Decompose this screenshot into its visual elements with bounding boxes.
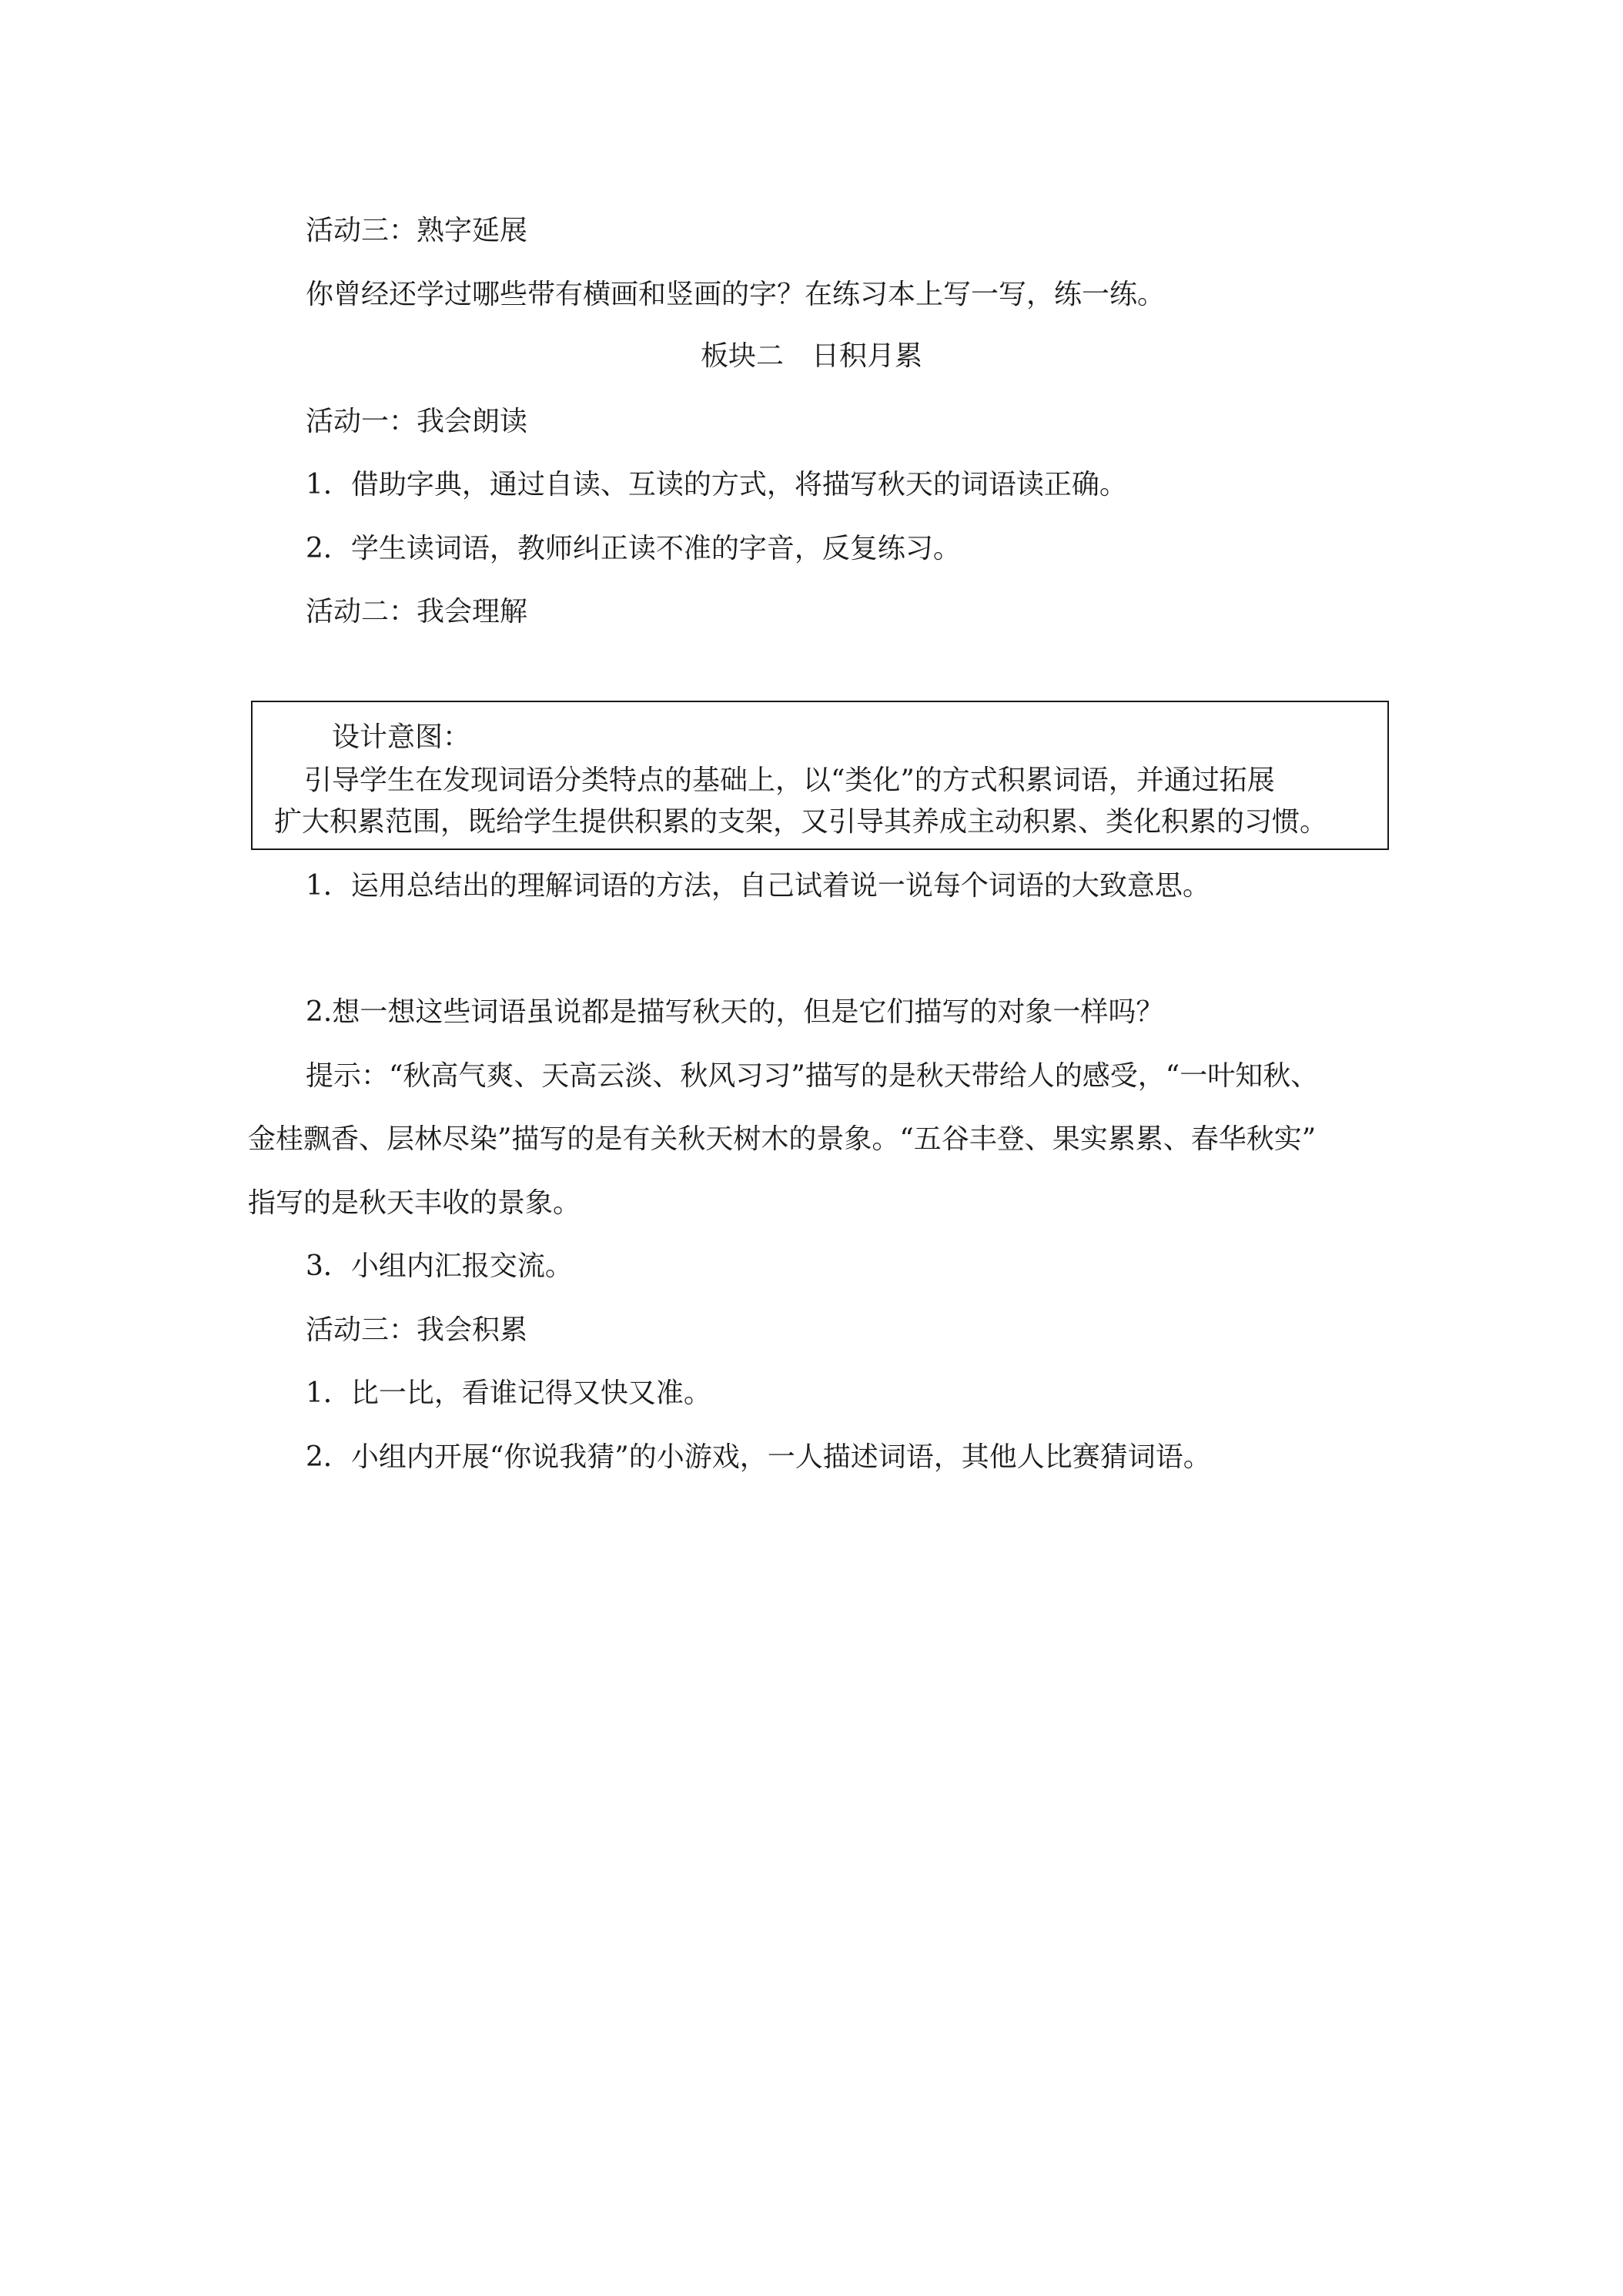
- activity-1-item-1: 1．借助字典，通过自读、互读的方式，将描写秋天的词语读正确。: [306, 469, 1127, 500]
- activity-2-item-2: 2.想一想这些词语虽说都是描写秋天的，但是它们描写的对象一样吗？: [306, 996, 1164, 1028]
- design-intent-line-2: 扩大积累范围，既给学生提供积累的支架，又引导其养成主动积累、类化积累的习惯。: [274, 806, 1328, 838]
- activity-1-item-2: 2．学生读词语，教师纠正读不准的字音，反复练习。: [306, 533, 961, 564]
- activity-3-text: 你曾经还学过哪些带有横画和竖画的字？在练习本上写一写，练一练。: [306, 279, 1166, 310]
- activity-2-title: 活动二：我会理解: [306, 596, 528, 628]
- hint-line-3: 指写的是秋天丰收的景象。: [248, 1187, 581, 1219]
- design-intent-label: 设计意图：: [332, 721, 471, 753]
- activity-3b-item-2: 2．小组内开展“你说我猜”的小游戏，一人描述词语，其他人比赛猜词语。: [306, 1441, 1211, 1473]
- hint-line-1: 提示：“秋高气爽、天高云淡、秋风习习”描写的是秋天带给人的感受，“一叶知秋、: [306, 1060, 1319, 1092]
- section-heading: 板块二 日积月累: [700, 340, 922, 372]
- activity-3b-item-1: 1．比一比，看谁记得又快又准。: [306, 1377, 711, 1409]
- activity-2-item-3: 3．小组内汇报交流。: [306, 1250, 573, 1282]
- design-intent-box: [251, 701, 1389, 850]
- hint-line-2: 金桂飘香、层林尽染”描写的是有关秋天树木的景象。“五谷丰登、果实累累、春华秋实”: [248, 1123, 1317, 1155]
- activity-1-title: 活动一：我会朗读: [306, 406, 528, 437]
- activity-3-title: 活动三：熟字延展: [306, 215, 528, 246]
- design-intent-line-1: 引导学生在发现词语分类特点的基础上，以“类化”的方式积累词语，并通过拓展: [304, 765, 1275, 796]
- activity-2-item-1: 1．运用总结出的理解词语的方法，自己试着说一说每个词语的大致意思。: [306, 870, 1210, 902]
- activity-3b-title: 活动三：我会积累: [306, 1314, 528, 1346]
